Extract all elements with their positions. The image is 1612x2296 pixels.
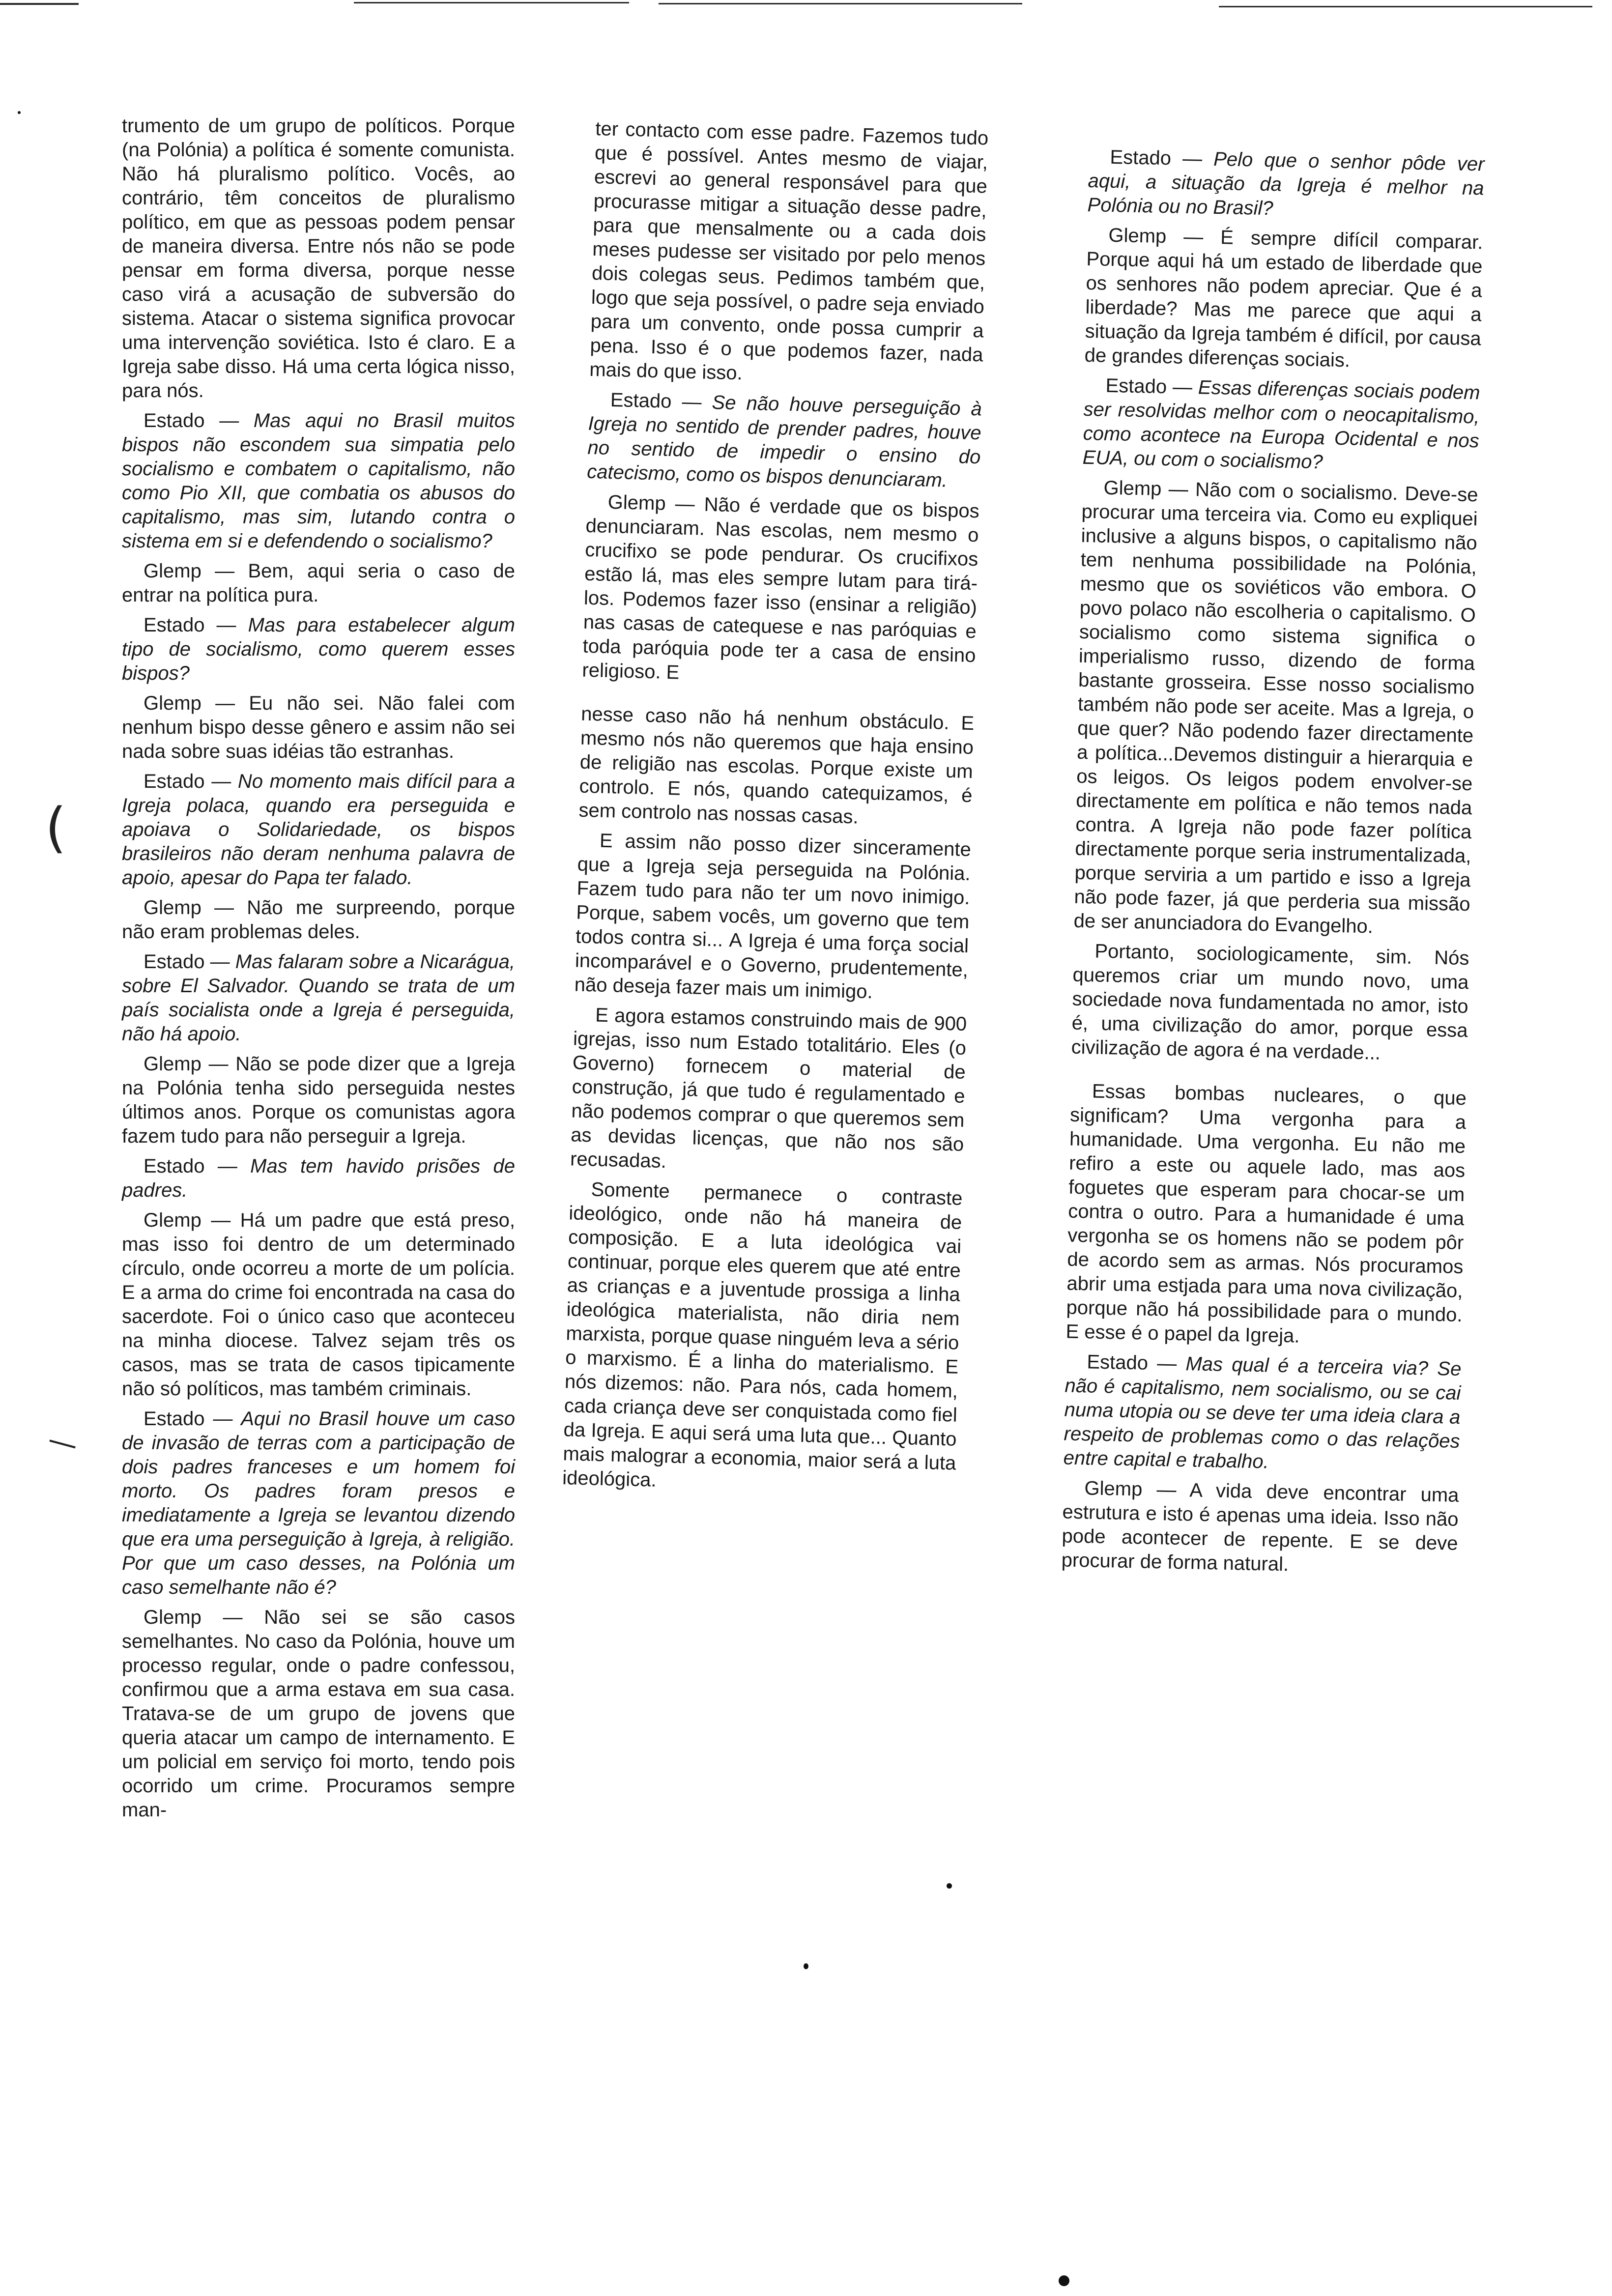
answer-text: Há um padre que está preso, mas isso foi dentro de um determinado círculo, onde ocorreu a morte de um polícia. E a arma do crime foi encontrada na casa do sacerdote. Foi o único caso que aconteceu na minha diocese. Talvez sejam três os casos, mas se trata de casos tipicamente não só políticos, mas também criminais. xyxy=(122,1209,515,1400)
text-column-3 xyxy=(1061,145,1485,1586)
question-text: Se não houve perseguição à Igreja no sentido de prender padres, houve no sentido de impedir o ensino do catecismo, como os bispos denunciaram. xyxy=(586,391,982,491)
speaker: Estado xyxy=(610,389,672,412)
question-text: Essas diferenças sociais podem ser resolvidas melhor com o neocapitalismo, como acontece na Europa Ocidental e nos EUA, ou com o socialismo? xyxy=(1082,376,1480,473)
interview-question: Estado — Se não houve perseguição à Igreja no sentido de prender padres, houve no sentido de impedir o ensino do catecismo, como os bispos denunciaram. xyxy=(586,389,982,491)
speaker: Glemp xyxy=(144,1607,202,1628)
speaker: Glemp xyxy=(144,560,202,582)
speaker: Estado xyxy=(144,1408,205,1430)
speaker: Estado xyxy=(144,951,205,973)
interview-answer: Glemp — Há um padre que está preso, mas isso foi dentro de um determinado círculo, onde ocorreu a morte de um polícia. E a arma do crime foi encontrada na casa do sacerdote. Foi o único caso que aconteceu na minha diocese. Talvez sejam três os casos, mas se trata de casos tipicamente não só políticos, mas também criminais. xyxy=(122,1209,515,1400)
interview-answer: Glemp — Não com o socialismo. Deve-se procurar uma terceira via. Como eu expliquei inclusive a alguns bispos, o capitalismo não tem nenhuma possibilidade na Polónia, mesmo que os soviéticos vão embora. O povo polaco não escolheria o capitalismo. O socialismo como sistema significa o imperialismo russo, dizendo de forma bastante grosseira. Esse nosso socialismo também não pode ser aceite. Mas a Igreja, o que quer? Não podendo fazer directamente a política...Devemos distinguir a hierarquia e os leigos. Os leigos podem envolver-se directamente em política e não temos nada contra. A Igreja não pode fazer política directamente porque seria instrumentalizada, porque serviria a um partido e isso a Igreja não pode fazer, já que perderia sua missão de ser anunciadora do Evangelho. xyxy=(1073,477,1478,938)
speaker: Glemp xyxy=(1103,477,1162,500)
speaker: Estado xyxy=(144,410,205,431)
question-text: Mas qual é a terceira via? Se não é capitalismo, nem socialismo, ou se cai numa utopia ou se deve ter uma ideia clara a respeito de problemas como o das relações entre capital e trabalho. xyxy=(1063,1353,1462,1473)
paragraph: E agora estamos construindo mais de 900 igrejas, isso num Estado totalitário. Eles (o Governo) fornecem o material de construção, já que tudo é regulamentado e não podemos comprar o que queremos sem as devidas licenças, que não nos são recusadas. xyxy=(570,1004,967,1173)
answer-text: Eu não sei. Não falei com nenhum bispo desse gênero e assim não sei nada sobre suas idéias tão estranhas. xyxy=(122,692,515,762)
paragraph: ter contacto com esse padre. Fazemos tudo que é possível. Antes mesmo de viajar, escrevi ao general responsável para que procurasse mitigar a situação desse padre, para que mensalmente ou a cada dois meses pudesse ser visitado por pelo menos dois colegas seus. Pedimos também que, logo que seja possível, o padre seja enviado para um convento, onde possa cumprir a pena. Isso é o que podemos fazer, nada mais do que isso. xyxy=(589,117,989,384)
answer-text: Não sei se são casos semelhantes. No caso da Polónia, houve um processo regular, onde o padre confessou, confirmou que a arma estava em sua casa. Tratava-se de um grupo de jovens que queria atacar um campo de internamento. E um policial em serviço foi morto, tendo pois ocorrido um crime. Procuramos sempre man- xyxy=(122,1607,515,1821)
page-dot xyxy=(947,1883,952,1889)
speaker: Glemp xyxy=(1084,1477,1143,1500)
interview-question: Estado — Aqui no Brasil houve um caso de invasão de terras com a participação de dois padres franceses e um homem foi morto. Os padres foram presos e imediatamente a Igreja se levantou dizendo que era uma perseguição à Igreja, à religião. Por que um caso desses, na Polónia um caso semelhante não é? xyxy=(122,1408,515,1598)
text-column-1 xyxy=(122,114,515,1828)
interview-answer: Glemp — A vida deve encontrar uma estrutura e isto é apenas uma ideia. Isso não pode acontecer de repente. E se deve procurar de forma natural. xyxy=(1061,1477,1459,1576)
scan-border-line xyxy=(354,2,629,3)
speaker: Glemp xyxy=(1108,224,1167,248)
question-text: No momento mais difícil para a Igreja polaca, quando era perseguida e apoiava o Solidariedade, os bispos brasileiros não deram nenhuma palavra de apoio, apesar do Papa ter falado. xyxy=(122,771,515,889)
page-dot xyxy=(1059,2275,1069,2286)
scan-border-line xyxy=(659,3,1022,4)
speaker: Glemp xyxy=(144,1209,202,1231)
interview-question: Estado — Mas falaram sobre a Nicarágua, sobre El Salvador. Quando se trata de um país socialista onde a Igreja é perseguida, não há apoio. xyxy=(122,951,515,1045)
text-column-2 xyxy=(562,117,988,1506)
question-text: Mas aqui no Brasil muitos bispos não escondem sua simpatia pelo socialismo e combatem o capitalismo, não como Pio XII, que combatia os abusos do capitalismo, mas sim, lutando contra o sistema em si e defendendo o socialismo? xyxy=(122,410,516,552)
scan-border-line xyxy=(1219,6,1592,7)
speaker: Estado xyxy=(144,771,205,792)
answer-text: É sempre difícil comparar. Porque aqui há um estado de liberdade que os senhores não podem apreciar. Que é a liberdade? Mas me parece que aqui a situação da Igreja também é difícil, por causa de grandes diferenças sociais. xyxy=(1084,227,1483,372)
question-text: Mas para estabelecer algum tipo de socialismo, como querem esses bispos? xyxy=(122,614,515,684)
question-text: Mas falaram sobre a Nicarágua, sobre El Salvador. Quando se trata de um país socialista onde a Igreja é perseguida, não há apoio. xyxy=(122,951,515,1045)
speaker: Estado xyxy=(144,614,205,636)
interview-answer: Glemp — Eu não sei. Não falei com nenhum bispo desse gênero e assim não sei nada sobre suas idéias tão estranhas. xyxy=(122,692,515,762)
interview-question: Estado — Mas qual é a terceira via? Se não é capitalismo, nem socialismo, ou se cai numa utopia ou se deve ter uma ideia clara a respeito de problemas como o das relações entre capital e trabalho. xyxy=(1063,1351,1462,1473)
interview-question: Estado — No momento mais difícil para a Igreja polaca, quando era perseguida e apoiava o Solidariedade, os bispos brasileiros não deram nenhuma palavra de apoio, apesar do Papa ter falado. xyxy=(122,771,515,889)
interview-answer: Glemp — Não sei se são casos semelhantes. No caso da Polónia, houve um processo regular, onde o padre confessou, confirmou que a arma estava em sua casa. Tratava-se de um grupo de jovens que queria atacar um campo de internamento. E um policial em serviço foi morto, tendo pois ocorrido um crime. Procuramos sempre man- xyxy=(122,1607,515,1821)
interview-question: Estado — Pelo que o senhor pôde ver aqui, a situação da Igreja é melhor na Polónia ou no Brasil? xyxy=(1087,146,1485,220)
paragraph: Essas bombas nucleares, o que significam? Uma vergonha para a humanidade. Uma vergonha. Eu não me refiro a este ou aquele lado, mas aos foguetes que esperam para chocar-se um contra o outro. Para a humanidade é uma vergonha se os homens não se podem pôr de acordo sem as armas. Nós procuramos abrir uma estjada para uma nova civilização, porque não há possibilidade para o mundo. E esse é o papel da Igreja. xyxy=(1065,1080,1467,1347)
interview-answer: Glemp — Não me surpreendo, porque não eram problemas deles. xyxy=(122,897,515,943)
answer-text: Não me surpreendo, porque não eram problemas deles. xyxy=(122,897,515,943)
interview-question: Estado — Mas aqui no Brasil muitos bispos não escondem sua simpatia pelo socialismo e combatem o capitalismo, não como Pio XII, que combatia os abusos do capitalismo, mas sim, lutando contra o sistema em si e defendendo o socialismo? xyxy=(122,410,516,552)
speaker: Glemp xyxy=(144,692,202,714)
answer-text: Bem, aqui seria o caso de entrar na política pura. xyxy=(122,560,515,606)
speaker: Estado xyxy=(1110,146,1172,170)
interview-answer: Glemp — Não é verdade que os bispos denunciaram. Nas escolas, nem mesmo o crucifixo se pode pendurar. Os crucifixos estão lá, mas eles sempre lutam para tirá-los. Podemos fazer isso (ensinar a religião) nas casas de catequese e nas paróquias e toda paróquia pode ter a casa de ensino religioso. E xyxy=(581,491,980,684)
page-dot xyxy=(804,1963,808,1969)
interview-answer: Glemp — Não se pode dizer que a Igreja na Polónia tenha sido perseguida nestes últimos anos. Porque os comunistas agora fazem tudo para não perseguir a Igreja. xyxy=(122,1053,516,1147)
interview-question: Estado — Mas tem havido prisões de padres. xyxy=(122,1155,515,1201)
paragraph: Somente permanece o contraste ideológico, onde não há maneira de composição. E a luta ideológica vai continuar, porque eles querem que até entre as crianças e a juventude prossiga a linha ideológica materialista, não diria nem marxista, porque quase ninguém leva a sério o marxismo. É a linha do materialismo. E nós dizemos: não. Para nós, cada homem, cada criança deve ser conquistada como fiel da Igreja. E aqui será uma luta que... Quanto mais malograr a economia, maior será a luta ideológica. xyxy=(562,1178,963,1491)
paragraph: E assim não posso dizer sinceramente que a Igreja seja perseguida na Polónia. Fazem tudo para não ter um novo inimigo. Porque, sabem vocês, um governo que tem todos contra si... A Igreja é uma força social incomparável e o Governo, prudentemente, não deseja fazer mais um inimigo. xyxy=(574,830,972,1003)
bracket-mark: ( xyxy=(45,796,66,859)
answer-text: Não é verdade que os bispos denunciaram. Nas escolas, nem mesmo o crucifixo se pode pendurar. Os crucifixos estão lá, mas eles sempre lutam para tirá-los. Podemos fazer isso (ensinar a religião) nas casas de catequese e nas paróquias e toda paróquia pode ter a casa de ensino religioso. E xyxy=(581,493,980,684)
interview-question: Estado — Mas para estabelecer algum tipo de socialismo, como querem esses bispos? xyxy=(122,614,515,684)
answer-text: Não se pode dizer que a Igreja na Polónia tenha sido perseguida nestes últimos anos. Porque os comunistas agora fazem tudo para não perseguir a Igreja. xyxy=(122,1053,516,1147)
speaker: Estado xyxy=(144,1155,205,1177)
question-text: Mas tem havido prisões de padres. xyxy=(122,1155,515,1201)
margin-dot xyxy=(18,111,21,114)
question-text: Aqui no Brasil houve um caso de invasão de terras com a participação de dois padres franceses e um homem foi morto. Os padres foram presos e imediatamente a Igreja se levantou dizendo que era uma perseguição à Igreja, à religião. Por que um caso desses, na Polónia um caso semelhante não é? xyxy=(122,1408,515,1598)
speaker: Glemp xyxy=(144,1053,202,1075)
question-text: Pelo que o senhor pôde ver aqui, a situação da Igreja é melhor na Polónia ou no Brasil? xyxy=(1087,148,1485,220)
interview-answer: Glemp — Bem, aqui seria o caso de entrar na política pura. xyxy=(122,560,515,606)
interview-answer: Glemp — É sempre difícil comparar. Porque aqui há um estado de liberdade que os senhores não podem apreciar. Que é a liberdade? Mas me parece que aqui a situação da Igreja também é difícil, por causa de grandes diferenças sociais. xyxy=(1084,224,1483,372)
paragraph: trumento de um grupo de políticos. Porque (na Polónia) a política é somente comunista. Não há pluralismo político. Vocês, ao contrário, têm conceitos de pluralismo político, em que as pessoas podem pensar de maneira diversa. Entre nós não se pode pensar em forma diversa, porque nesse caso virá a acusação de subversão do sistema. Atacar o sistema significa provocar uma intervenção soviética. Isto é claro. E a Igreja sabe disso. Há uma certa lógica nisso, para nós. xyxy=(122,115,515,402)
speaker: Estado xyxy=(1087,1351,1149,1374)
answer-text: Não com o socialismo. Deve-se procurar uma terceira via. Como eu expliquei inclusive a alguns bispos, o capitalismo não tem nenhuma possibilidade na Polónia, mesmo que os soviéticos vão embora. O povo polaco não escolheria o capitalismo. O socialismo como sistema significa o imperialismo russo, dizendo de forma bastante grosseira. Esse nosso socialismo também não pode ser aceite. Mas a Igreja, o que quer? Não podendo fazer directamente a política...Devemos distinguir a hierarquia e os leigos. Os leigos podem envolver-se directamente em política e não temos nada contra. A Igreja não pode fazer política directamente porque seria instrumentalizada, porque serviria a um partido e isso a Igreja não pode fazer, já que perderia sua missão de ser anunciadora do Evangelho. xyxy=(1073,479,1478,938)
paragraph: Portanto, sociologicamente, sim. Nós queremos criar um mundo novo, uma sociedade nova fundamentada no amor, isto é, uma civilização do amor, porque essa civilização de agora é na verdade... xyxy=(1071,940,1469,1064)
scan-border-line xyxy=(0,3,79,5)
speaker: Estado xyxy=(1105,374,1167,398)
speaker: Glemp xyxy=(607,491,666,515)
paragraph: nesse caso não há nenhum obstáculo. E mesmo nós não queremos que haja ensino de religião nas escolas. Porque existe um controlo. E nós, quando catequizamos, é sem controlo nas nossas casas. xyxy=(578,703,975,828)
speaker: Glemp xyxy=(144,897,202,918)
interview-question: Estado — Essas diferenças sociais podem ser resolvidas melhor com o neocapitalismo, como acontece na Europa Ocidental e nos EUA, ou com o socialismo? xyxy=(1082,374,1480,473)
answer-text: A vida deve encontrar uma estrutura e isto é apenas uma ideia. Isso não pode acontecer de repente. E se deve procurar de forma natural. xyxy=(1061,1479,1459,1576)
tick-mark: — xyxy=(44,1422,82,1463)
